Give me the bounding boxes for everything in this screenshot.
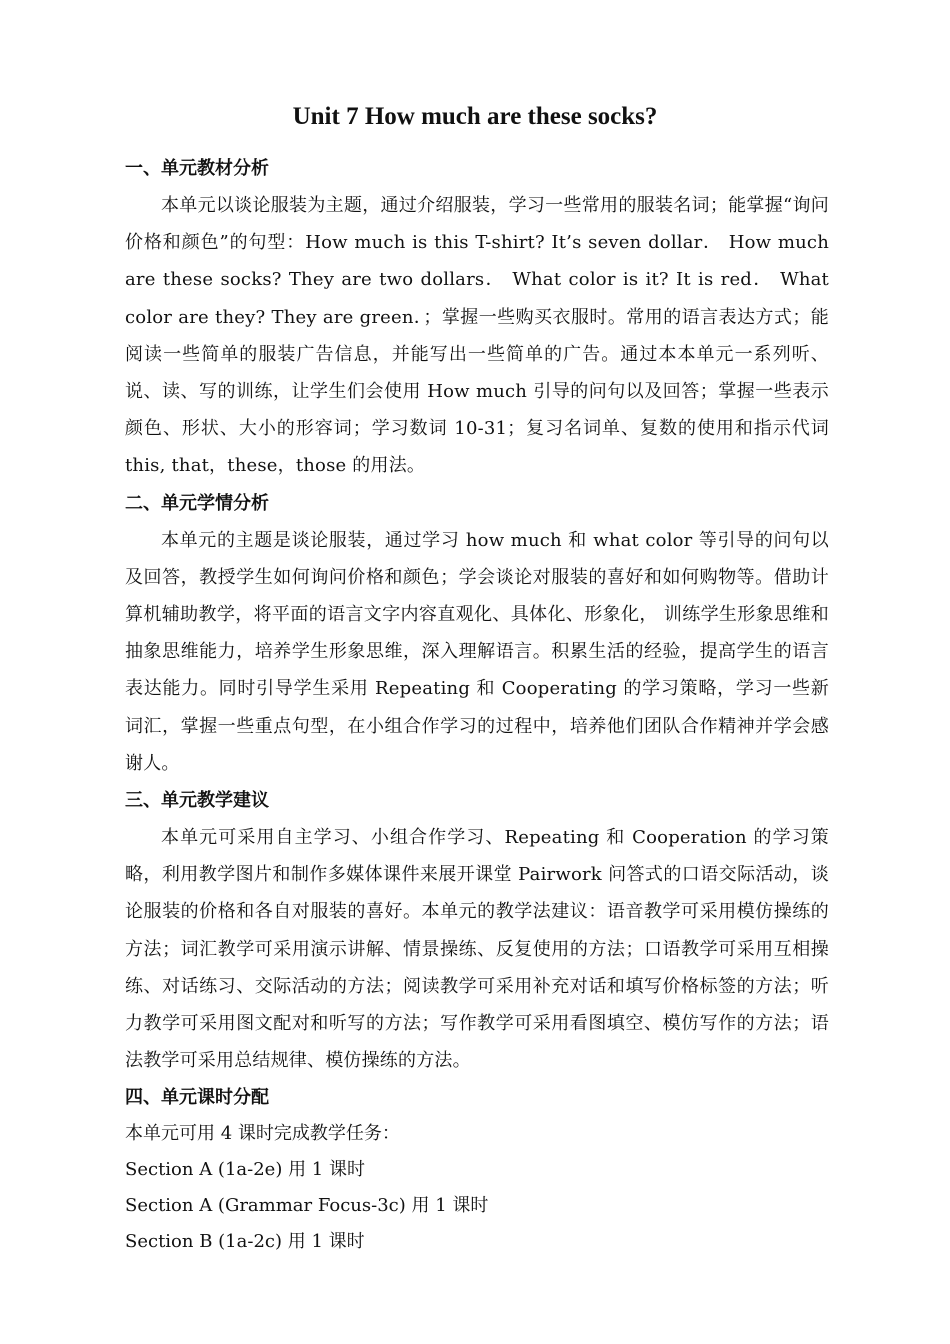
- section-heading-textbook-analysis: 一、单元教材分析: [125, 158, 269, 179]
- section-heading-teaching-suggestions: 三、单元教学建议: [125, 790, 269, 812]
- document-body: [125, 150, 829, 1260]
- section-paragraph-textbook-analysis: 本单元以谈论服装为主题，通过介绍服装，学习一些常用的服装名词；能掌握“询问价格和颜色”的句型：How much is this T-shirt? It’s seven dollar． How much are these socks? They are two dollars． What color is it? It is red． What color are they? They are green．；掌握一些购买衣服时。常用的语言表达方式；能阅读一些简单的服装广告信息，并能写出一些简单的广告。通过本本单元一系列听、说、读、写的训练，让学生们会使用 How much 引导的问句以及回答；掌握一些表示颜色、形状、大小的形容词；学习数词 10-31；复习名词单、复数的使用和指示代词 this, that，these，those 的用法。: [125, 195, 829, 477]
- section-heading-lesson-allocation: 四、单元课时分配: [125, 1087, 269, 1109]
- document-title: Unit 7 How much are these socks?: [292, 103, 658, 130]
- section-paragraph-teaching-suggestions: 本单元可采用自主学习、小组合作学习、Repeating 和 Cooperation 的学习策略，利用教学图片和制作多媒体课件来展开课堂 Pairwork 问答式的口语交际活动，谈论服装的价格和各自对服装的喜好。本单元的教学法建议：语音教学可采用模仿操练的方法；词汇教学可采用演示讲解、情景操练、反复使用的方法；口语教学可采用互相操练、对话练习、交际活动的方法；阅读教学可采用补充对话和填写价格标签的方法；听力教学可采用图文配对和听写的方法；写作教学可采用看图填空、模仿写作的方法；语法教学可采用总结规律、模仿操练的方法。: [125, 827, 829, 1072]
- lesson-allocation-intro: 本单元可用 4 课时完成教学任务：: [125, 1123, 400, 1145]
- section-heading-student-analysis: 二、单元学情分析: [125, 492, 269, 514]
- lesson-allocation-item: Section A (1a-2e) 用 1 课时: [125, 1159, 365, 1181]
- lesson-allocation-item: Section A (Grammar Focus-3c) 用 1 课时: [125, 1195, 489, 1217]
- section-paragraph-student-analysis: 本单元的主题是谈论服装，通过学习 how much 和 what color 等引导的问句以及回答，教授学生如何询问价格和颜色；学会谈论对服装的喜好和如何购物等。借助计算机辅助教学，将平面的语言文字内容直观化、具体化、形象化， 训练学生形象思维和抽象思维能力，培养学生形象思维，深入理解语言。积累生活的经验，提高学生的语言表达能力。同时引导学生采用 Repeating 和 Cooperating 的学习策略，学习一些新词汇，掌握一些重点句型，在小组合作学习的过程中，培养他们团队合作精神并学会感谢人。: [125, 529, 829, 774]
- lesson-allocation-item: Section B (1a-2c) 用 1 课时: [125, 1231, 365, 1253]
